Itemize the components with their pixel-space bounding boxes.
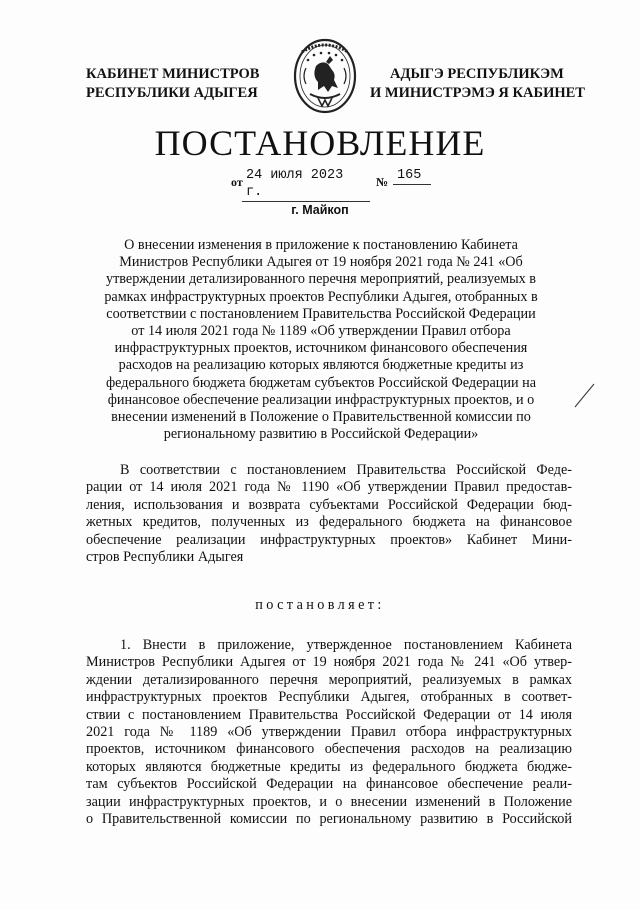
paragraph-line: ления, использования и возврата субъектами Российской Федерации бюд- [86, 496, 572, 513]
paragraph-line: ждении детализированного перечня мероприятий, реализуемых в рамках [86, 671, 572, 688]
paragraph-line: рации от 14 июля 2021 года № 1190 «Об утверждении Правил предостав- [86, 479, 572, 496]
subject-line: от 14 июля 2021 года № 1189 «Об утверждении Правил отбора [131, 323, 511, 340]
subject-line: федерального бюджета бюджетам субъектов Российской Федерации на [105, 374, 537, 391]
number-label: № [376, 175, 389, 189]
date-label: от [231, 175, 243, 189]
adygea-coat-of-arms-icon [288, 36, 362, 120]
paragraph-line: обеспечение реализации инфраструктурных проектов» Кабинет Мини- [86, 531, 572, 548]
subject-line: инфраструктурных проектов, источником финансового обеспечения [114, 340, 528, 357]
document-title: ПОСТАНОВЛЕНИЕ [154, 123, 486, 163]
paragraph-line: 1. Внести в приложение, утвержденное постановлением Кабинета [120, 637, 572, 653]
subject-line: расходов на реализацию которых являются бюджетные кредиты из [118, 357, 524, 374]
subject-line: финансовое обеспечение реализации инфраструктурных проектов, и о [107, 391, 535, 408]
issuer-name-adyghe [370, 65, 585, 103]
paragraph-line: В соответствии с постановлением Правительства Российской Феде- [120, 462, 572, 478]
subject-line: региональному развитию в Российской Федерации» [163, 426, 479, 443]
city-name: г. Майкоп [291, 203, 349, 217]
paragraph-line: о Правительственной комиссии по региональному развитию в Российской [86, 810, 572, 827]
paragraph-line: проектов, источником финансового обеспечения расходов на реализацию [86, 741, 572, 758]
paragraph-line: зации инфраструктурных проектов, и о внесении изменений в Положение [86, 793, 572, 810]
issuer-line: И МИНИСТРЭМЭ Я КАБИНЕТ [370, 85, 585, 101]
paragraph-line: жетных кредитов, полученных из федерального бюджета на финансовое [86, 514, 572, 531]
subject-line: утверждении детализированного перечня мероприятий, реализуемых в [106, 271, 536, 288]
subject-line: соответствии с постановлением Правительства Российской Федерации [106, 305, 536, 322]
date-value: 24 июля 2023 г. [242, 167, 370, 202]
paragraph-line: 2021 года № 1189 «Об утверждении Правил отбора инфраструктурных [86, 723, 572, 740]
paragraph-line: там субъектов Российской Федерации на финансовое обеспечение реали- [86, 776, 572, 793]
issuer-line: РЕСПУБЛИКИ АДЫГЕЯ [86, 85, 258, 101]
decree-word: постановляет: [255, 597, 385, 613]
paragraph-line: стров Республики Адыгея [86, 548, 244, 565]
document-subject [96, 237, 546, 443]
paragraph-line: Министров Республики Адыгея от 19 ноября 2021 года № 241 «Об утвер- [86, 654, 572, 671]
preamble-paragraph [86, 462, 572, 566]
item-1-paragraph [86, 637, 572, 828]
pen-stroke-mark [572, 382, 596, 410]
subject-line: О внесении изменения в приложение к постановлению Кабинета [124, 237, 518, 253]
number-value: 165 [393, 167, 431, 185]
subject-line: внесении изменений в Положение о Правительственной комиссии по [111, 409, 531, 426]
paragraph-line: которых являются бюджетные кредиты из федерального бюджета бюдже- [86, 758, 572, 775]
subject-line: Министров Республики Адыгея от 19 ноября 2021 года № 241 «Об [119, 254, 523, 271]
issuer-name-russian [86, 65, 286, 103]
paragraph-line: инфраструктурных проектов Республики Адыгея, отобранных в соответ- [86, 689, 572, 706]
paragraph-line: ствии с постановлением Правительства Российской Федерации от 14 июля [86, 706, 572, 723]
subject-line: рамках инфраструктурных проектов Республики Адыгея, отобранных в [104, 288, 538, 305]
date-number-line [0, 166, 640, 200]
issuer-line: АДЫГЭ РЕСПУБЛИКЭМ [390, 66, 564, 82]
issuer-line: КАБИНЕТ МИНИСТРОВ [86, 66, 260, 82]
